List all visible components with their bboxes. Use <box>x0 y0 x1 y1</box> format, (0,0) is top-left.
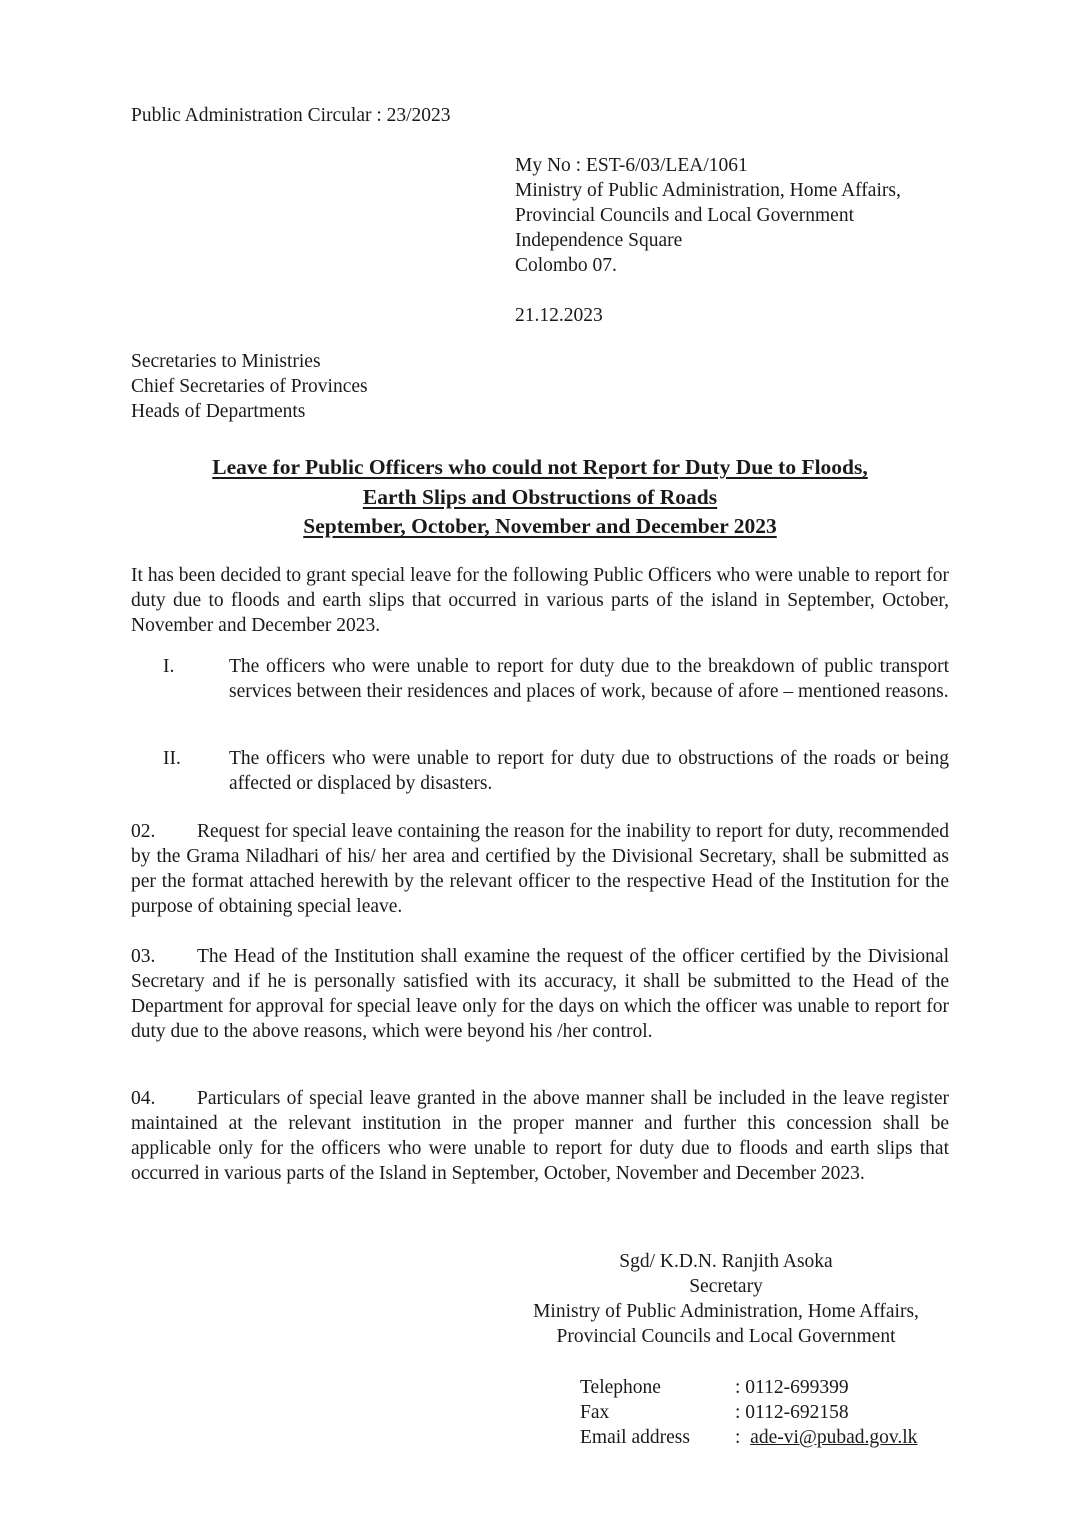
email-prefix: : <box>735 1427 741 1448</box>
list-numeral: II. <box>163 748 181 769</box>
signatory-org-line: Ministry of Public Administration, Home Affairs, <box>533 1301 919 1322</box>
sender-block <box>515 153 901 278</box>
paragraph-03 <box>131 944 949 1044</box>
email-link[interactable]: ade-vi@pubad.gov.lk <box>750 1427 918 1448</box>
circular-title <box>131 453 949 542</box>
sender-address-line: Provincial Councils and Local Government <box>515 205 855 226</box>
paragraph-number: 02. <box>131 821 156 842</box>
paragraph-text: The Head of the Institution shall examine the request of the officer certified by the Divisional Secretary and if he is personally satisfied with its accuracy, it shall be submitted to the Head of the Department for approval for special leave only for the days on which the officer was unable to report for duty due to the above reasons, which were beyond his /her control. <box>131 946 949 1042</box>
signatory-org-line: Provincial Councils and Local Government <box>556 1326 896 1347</box>
contact-details <box>580 1375 917 1450</box>
signatory-name: Sgd/ K.D.N. Ranjith Asoka <box>619 1251 833 1272</box>
recipient-line: Secretaries to Ministries <box>131 351 321 372</box>
recipients-block <box>131 349 368 424</box>
circular-number <box>131 103 451 128</box>
paragraph-text: Particulars of special leave granted in the above manner shall be included in the leave register maintained at the relevant institution in the proper manner and further this concession shall be applicable only for the officers who were unable to report for duty due to floods and earth slips that occurred in various parts of the Island in September, October, November and December 2023. <box>131 1088 949 1184</box>
recipient-line: Chief Secretaries of Provinces <box>131 376 368 397</box>
paragraph-04 <box>131 1086 949 1186</box>
paragraph-number: 04. <box>131 1088 156 1109</box>
letter-date <box>515 303 603 328</box>
contact-label: Telephone <box>580 1377 661 1398</box>
title-line: Earth Slips and Obstructions of Roads <box>362 484 718 509</box>
paragraph-number: 03. <box>131 946 156 967</box>
contact-label: Email address <box>580 1427 690 1448</box>
title-line: September, October, November and December 2023 <box>303 514 777 538</box>
list-text: The officers who were unable to report for duty due to obstructions of the roads or being affected or displaced by disasters. <box>229 748 949 794</box>
contact-label: Fax <box>580 1402 610 1423</box>
paragraph-text: Request for special leave containing the reason for the inability to report for duty, recommended by the Grama Niladhari of his/ her area and certified by the Divisional Secretary, shall be submitted as per the format attached herewith by the relevant officer to the respective Head of the Institution for the purpose of obtaining special leave. <box>131 821 949 917</box>
sender-address-line: Colombo 07. <box>515 255 617 276</box>
contact-row-email <box>580 1425 917 1450</box>
signature-block <box>506 1249 946 1349</box>
list-text: The officers who were unable to report for duty due to the breakdown of public transport services between their residences and places of work, because of afore – mentioned reasons. <box>229 656 949 702</box>
contact-row-fax <box>580 1400 917 1425</box>
signatory-designation: Secretary <box>689 1276 763 1297</box>
circular-number-text: Public Administration Circular : 23/2023 <box>131 105 451 126</box>
email-value <box>735 1425 917 1450</box>
telephone-value: : 0112-699399 <box>735 1377 849 1398</box>
sender-address-line: Ministry of Public Administration, Home Affairs, <box>515 180 901 201</box>
reference-number: My No : EST-6/03/LEA/1061 <box>515 155 748 176</box>
date-text: 21.12.2023 <box>515 305 603 326</box>
fax-value: : 0112-692158 <box>735 1402 849 1423</box>
sender-address-line: Independence Square <box>515 230 683 251</box>
list-numeral: I. <box>163 656 175 677</box>
intro-paragraph <box>131 563 949 638</box>
contact-row-telephone <box>580 1375 917 1400</box>
title-line: Leave for Public Officers who could not Report for Duty Due to Floods, <box>212 455 868 479</box>
recipient-line: Heads of Departments <box>131 401 306 422</box>
intro-text: It has been decided to grant special leave for the following Public Officers who were unable to report for duty due to floods and earth slips that occurred in various parts of the island in September, October, November and December 2023. <box>131 565 949 636</box>
paragraph-02 <box>131 819 949 919</box>
